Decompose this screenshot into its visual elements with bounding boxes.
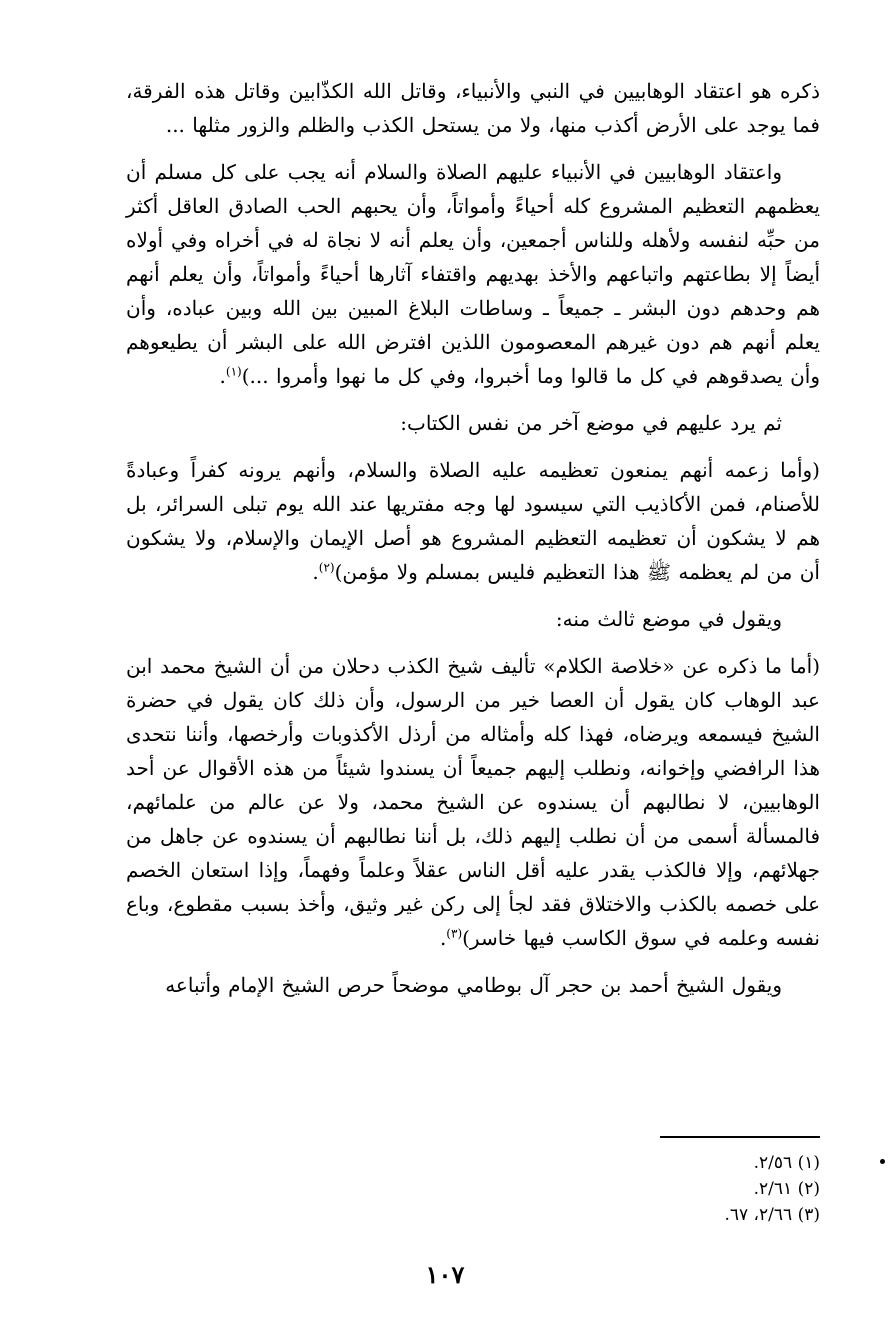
- paragraph-6-quote: [126, 649, 820, 955]
- paragraph-4-tail: .: [312, 560, 319, 584]
- footnotes: [560, 1150, 820, 1228]
- page-body: [126, 74, 820, 1002]
- footnote-marker-2: (٢): [318, 560, 335, 575]
- paragraph-3-text: ثم يرد عليهم في موضع آخر من نفس الكتاب:: [400, 411, 782, 435]
- paragraph-2: [126, 155, 820, 393]
- footnote-separator-rule: [660, 1136, 820, 1138]
- paragraph-1: [126, 74, 820, 142]
- footnote-marker-1: (١): [225, 364, 242, 379]
- footnote-marker-3: (٣): [446, 926, 463, 941]
- paragraph-4-quote: [126, 453, 820, 589]
- paragraph-6-text: (أما ما ذكره عن «خلاصة الكلام» تأليف شيخ الكذب دحلان من أن الشيخ محمد ابن عبد الوهاب كان يقول أن العصا خير من الرسول، وأن ذلك كان يقول في حضرة الشيخ فيسمعه ويرضاه، فهذا كله وأمثاله من أرذل الأكذوبات وأرخصها، وأننا نتحدى هذا الرافضي وإخوانه، ونطلب إليهم جميعاً أن يسندوا شيئاً من هذه الأقوال عن أحد الوهابيين، لا نطالبهم أن يسندوه عن الشيخ محمد، ولا عن عالم من علمائهم، فالمسألة أسمى من أن نطلب إليهم ذلك، بل أننا نطالبهم أن يسندوه عن جاهل من جهلائهم، وإلا فالكذب يقدر عليه أقل الناس عقلاً وعلماً وفهماً، وإذا استعان الخصم على خصمه بالكذب والاختلاق فقد لجأ إلى ركن غير وثيق، وأخذ بسبب مقطوع، وباع نفسه وعلمه في سوق الكاسب فيها خاسر): [126, 654, 820, 950]
- paragraph-6-tail: .: [439, 926, 447, 950]
- paragraph-1-text: ذكره هو اعتقاد الوهابيين في النبي والأنبياء، وقاتل الله الكذّابين وقاتل هذه الفرقة، فما يوجد على الأرض أكذب منها، ولا من يستحل الكذب والظلم والزور مثلها ...: [126, 79, 820, 137]
- scan-edge-dot: [880, 1159, 885, 1164]
- page-number: ١٠٧: [425, 1260, 465, 1289]
- paragraph-3: [126, 406, 820, 440]
- footnote-1: (١) ٢/٥٦.: [753, 1153, 820, 1173]
- footnote-3: (٣) ٢/٦٦، ٦٧.: [724, 1205, 820, 1225]
- footnote-2: (٢) ٢/٦١.: [753, 1179, 820, 1199]
- paragraph-4-text: (وأما زعمه أنهم يمنعون تعظيمه عليه الصلاة والسلام، وأنهم يرونه كفراً وعبادةً للأصنام، فمن الأكاذيب التي سيسود لها وجه مفتريها عند الله يوم تبلى السرائر، بل هم لا يشكون أن تعظيمه التعظيم المشروع هو أصل الإيمان والإسلام، ولا يشكون أن من لم يعظمه ﷺ هذا التعظيم فليس بمسلم ولا مؤمن): [126, 458, 820, 584]
- paragraph-7-text: ويقول الشيخ أحمد بن حجر آل بوطامي موضحاً حرص الشيخ الإمام وأتباعه: [165, 973, 782, 997]
- paragraph-2-tail: .: [219, 364, 226, 388]
- paragraph-5: [126, 602, 820, 636]
- paragraph-2-text: واعتقاد الوهابيين في الأنبياء عليهم الصلاة والسلام أنه يجب على كل مسلم أن يعظمهم التعظيم المشروع كله أحياءً وأمواتاً، وأن يحبهم الحب الصادق العاقل أكثر من حبِّه لنفسه ولأهله وللناس أجمعين، وأن يعلم أنه لا نجاة له في أخراه وفي أولاه أيضاً إلا بطاعتهم واتباعهم والأخذ بهديهم واقتفاء آثارها أحياءً وأمواتاً، وأن يعلم أنهم هم وحدهم دون البشر ـ جميعاً ـ وساطات البلاغ المبين بين الله وبين عباده، وأن يعلم أنهم هم دون غيرهم المعصومون اللذين افترض الله على البشر أن يطيعوهم وأن يصدقوهم في كل ما قالوا وما أخبروا، وفي كل ما نهوا وأمروا ...): [126, 160, 820, 388]
- paragraph-7: [126, 968, 820, 1002]
- paragraph-5-text: ويقول في موضع ثالث منه:: [555, 607, 782, 631]
